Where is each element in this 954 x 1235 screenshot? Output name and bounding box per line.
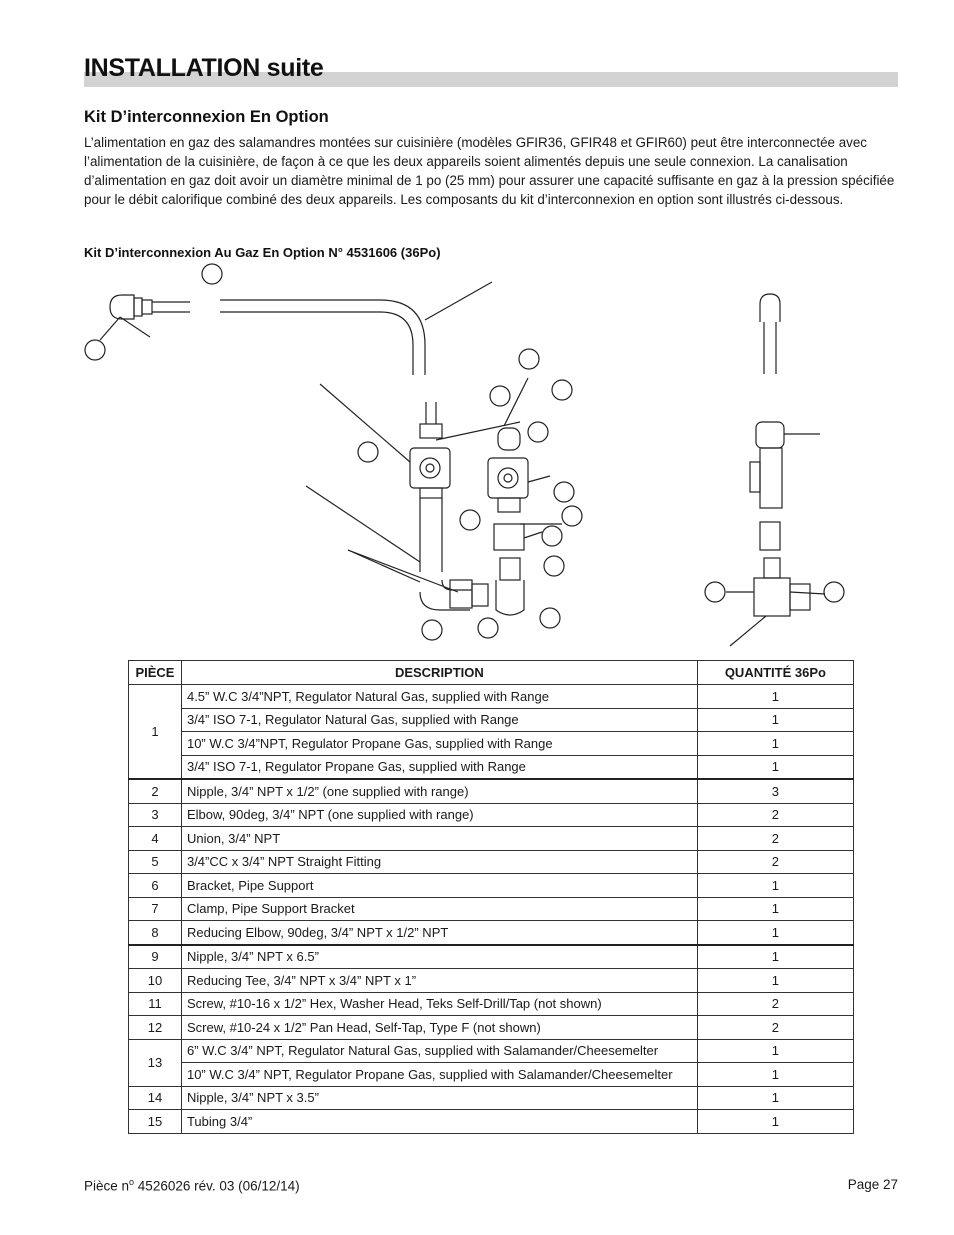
callout-circle xyxy=(358,442,378,462)
page-title-bar xyxy=(84,54,898,86)
piece-description: Tubing 3/4” xyxy=(181,1110,697,1134)
table-row xyxy=(129,897,854,921)
side-view-assembly xyxy=(726,294,825,646)
inlet-fitting xyxy=(100,295,425,375)
page-title: INSTALLATION suite xyxy=(84,54,324,82)
piece-quantity: 1 xyxy=(697,1063,853,1087)
table-row xyxy=(129,1063,854,1087)
piece-quantity: 1 xyxy=(697,921,853,945)
table-row xyxy=(129,992,854,1016)
piece-description: Screw, #10-24 x 1/2” Pan Head, Self-Tap, Type F (not shown) xyxy=(181,1016,697,1040)
piece-description: Nipple, 3/4” NPT x 3.5” xyxy=(181,1086,697,1110)
table-row xyxy=(129,779,854,803)
callout-circle xyxy=(544,556,564,576)
callout-circle xyxy=(552,380,572,400)
piece-description: Screw, #10-16 x 1/2” Hex, Washer Head, Teks Self-Drill/Tap (not shown) xyxy=(181,992,697,1016)
piece-quantity: 1 xyxy=(697,874,853,898)
piece-description: Reducing Tee, 3/4” NPT x 3/4” NPT x 1” xyxy=(181,969,697,993)
piece-quantity: 1 xyxy=(697,969,853,993)
piece-description: Elbow, 90deg, 3/4” NPT (one supplied with range) xyxy=(181,803,697,827)
gas-kit-diagram xyxy=(80,262,860,652)
piece-quantity: 1 xyxy=(697,1086,853,1110)
callout-circle xyxy=(85,340,105,360)
piece-number: 13 xyxy=(129,1039,182,1086)
table-row xyxy=(129,874,854,898)
piece-number: 4 xyxy=(129,827,182,851)
piece-quantity: 1 xyxy=(697,755,853,779)
table-row xyxy=(129,945,854,969)
piece-number: 6 xyxy=(129,874,182,898)
callout-circle xyxy=(542,526,562,546)
table-row xyxy=(129,708,854,732)
footer-part-prefix: Pièce n xyxy=(84,1178,130,1194)
kit-title-size: 36Po xyxy=(405,245,437,260)
callout-circle xyxy=(705,582,725,602)
piece-description: Nipple, 3/4” NPT x 1/2” (one supplied with range) xyxy=(181,779,697,803)
piece-description: 4.5” W.C 3/4”NPT, Regulator Natural Gas, supplied with Range xyxy=(181,685,697,709)
piece-description: Nipple, 3/4” NPT x 6.5” xyxy=(181,945,697,969)
table-row xyxy=(129,803,854,827)
table-row xyxy=(129,921,854,945)
piece-number: 15 xyxy=(129,1110,182,1134)
piece-quantity: 1 xyxy=(697,732,853,756)
piece-quantity: 1 xyxy=(697,685,853,709)
piece-number: 1 xyxy=(129,685,182,780)
table-row xyxy=(129,1110,854,1134)
header-description: DESCRIPTION xyxy=(181,661,697,685)
piece-quantity: 1 xyxy=(697,708,853,732)
footer-part-suffix: 4526026 rév. 03 (06/12/14) xyxy=(134,1178,300,1194)
piece-description: 10” W.C 3/4” NPT, Regulator Propane Gas, supplied with Salamander/Cheesemelter xyxy=(181,1063,697,1087)
piece-number: 10 xyxy=(129,969,182,993)
piece-quantity: 1 xyxy=(697,945,853,969)
kit-title-prefix: Kit D’interconnexion Au Gaz En Option N° 4531606 ( xyxy=(84,245,406,260)
piece-quantity: 2 xyxy=(697,803,853,827)
table-row xyxy=(129,1016,854,1040)
intro-paragraph: L’alimentation en gaz des salamandres montées sur cuisinière (modèles GFIR36, GFIR48 et GFIR60) peut être interconnectée avec l’alimentation de la cuisinière, de façon à ce que les deux appareils soient alimentés depuis une seule connexion. La canalisation d’alimentation en gaz doit avoir un diamètre minimal de 1 po (25 mm) pour assurer une capacité suffisante en gaz à la pression spécifiée pour le débit calorifique combiné des deux appareils. Les composants du kit d’interconnexion en option sont illustrés ci-dessous. xyxy=(84,135,895,207)
piece-description: Reducing Elbow, 90deg, 3/4” NPT x 1/2” NPT xyxy=(181,921,697,945)
table-row xyxy=(129,732,854,756)
piece-quantity: 2 xyxy=(697,992,853,1016)
piece-number: 5 xyxy=(129,850,182,874)
piece-number: 9 xyxy=(129,945,182,969)
callout-circle xyxy=(824,582,844,602)
table-header-row xyxy=(129,661,854,685)
piece-quantity: 1 xyxy=(697,897,853,921)
piece-description: 3/4” ISO 7-1, Regulator Propane Gas, supplied with Range xyxy=(181,755,697,779)
main-assembly xyxy=(410,402,528,615)
header-quantity: QUANTITÉ 36Po xyxy=(697,661,853,685)
piece-quantity: 2 xyxy=(697,1016,853,1040)
header-piece: PIÈCE xyxy=(129,661,182,685)
callout-circle xyxy=(528,422,548,442)
parts-table xyxy=(128,660,854,1134)
callout-circle xyxy=(562,506,582,526)
piece-number: 3 xyxy=(129,803,182,827)
piece-number: 12 xyxy=(129,1016,182,1040)
piece-description: Bracket, Pipe Support xyxy=(181,874,697,898)
table-row xyxy=(129,969,854,993)
piece-quantity: 1 xyxy=(697,1110,853,1134)
piece-number: 14 xyxy=(129,1086,182,1110)
piece-quantity: 3 xyxy=(697,779,853,803)
piece-number: 11 xyxy=(129,992,182,1016)
piece-quantity: 1 xyxy=(697,1039,853,1063)
table-row xyxy=(129,827,854,851)
footer-part-sup: o xyxy=(129,1177,135,1187)
kit-title xyxy=(84,245,441,260)
callout-circle xyxy=(478,618,498,638)
piece-number: 8 xyxy=(129,921,182,945)
table-row xyxy=(129,1086,854,1110)
section-heading: Kit D’interconnexion En Option xyxy=(84,108,329,126)
callout-circle xyxy=(519,349,539,369)
callout-circle xyxy=(490,386,510,406)
piece-description: Clamp, Pipe Support Bracket xyxy=(181,897,697,921)
callout-circle xyxy=(202,264,222,284)
footer-page-number: Page 27 xyxy=(847,1177,898,1192)
piece-number: 7 xyxy=(129,897,182,921)
piece-quantity: 2 xyxy=(697,827,853,851)
callout-circle xyxy=(554,482,574,502)
callout-circle xyxy=(422,620,442,640)
table-row xyxy=(129,685,854,709)
table-row xyxy=(129,755,854,779)
piece-description: 6” W.C 3/4” NPT, Regulator Natural Gas, supplied with Salamander/Cheesemelter xyxy=(181,1039,697,1063)
piece-description: Union, 3/4” NPT xyxy=(181,827,697,851)
piece-description: 3/4” ISO 7-1, Regulator Natural Gas, supplied with Range xyxy=(181,708,697,732)
piece-description: 10” W.C 3/4”NPT, Regulator Propane Gas, supplied with Range xyxy=(181,732,697,756)
callout-circle xyxy=(460,510,480,530)
footer-part-number xyxy=(84,1177,300,1194)
piece-number: 2 xyxy=(129,779,182,803)
piece-quantity: 2 xyxy=(697,850,853,874)
callout-circle xyxy=(540,608,560,628)
piece-description: 3/4”CC x 3/4” NPT Straight Fitting xyxy=(181,850,697,874)
table-row xyxy=(129,1039,854,1063)
table-row xyxy=(129,850,854,874)
kit-title-suffix: ) xyxy=(436,245,441,260)
